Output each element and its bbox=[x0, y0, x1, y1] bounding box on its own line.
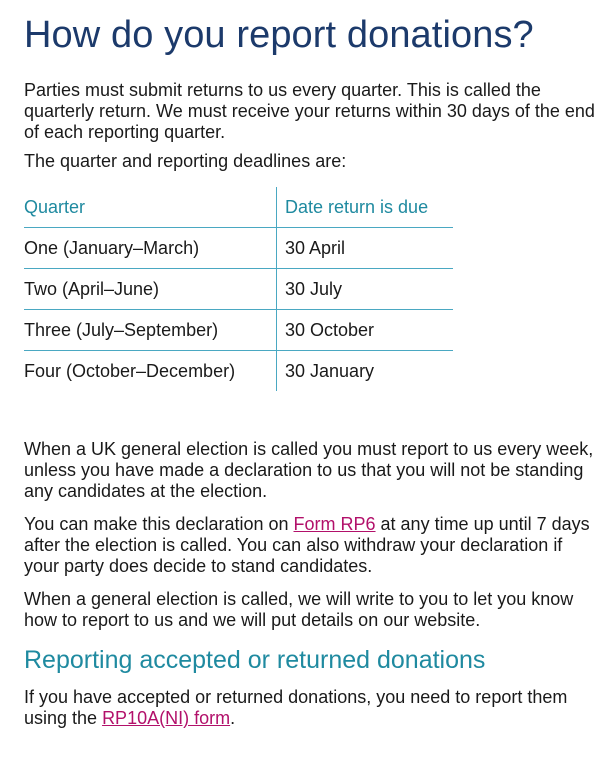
rp10a-form-link[interactable]: RP10A(NI) form bbox=[102, 708, 231, 728]
quarter-cell: Two (April–June) bbox=[24, 269, 277, 310]
table-row bbox=[24, 269, 453, 310]
table-row bbox=[24, 351, 453, 392]
declaration-text-after: at any time up until 7 days after the election is called. You can also withdraw your declaration if your party does decide to stand candidates. bbox=[24, 514, 590, 576]
form-rp6-link[interactable]: Form RP6 bbox=[293, 514, 376, 534]
accepted-text-before: If you have accepted or returned donations, you need to report them using the bbox=[24, 687, 568, 728]
declaration-text-before: You can make this declaration on bbox=[24, 514, 294, 534]
table-header-row bbox=[24, 187, 453, 228]
due-date-cell: 30 July bbox=[277, 269, 454, 310]
quarter-cell: Three (July–September) bbox=[24, 310, 277, 351]
quarter-cell: One (January–March) bbox=[24, 228, 277, 269]
accepted-text-after: . bbox=[230, 708, 236, 728]
column-header-date: Date return is due bbox=[277, 187, 454, 228]
document-page bbox=[24, 0, 596, 729]
column-header-quarter: Quarter bbox=[24, 187, 277, 228]
section-subheading: Reporting accepted or returned donations bbox=[24, 646, 486, 674]
declaration-paragraph bbox=[24, 514, 596, 577]
due-date-cell: 30 October bbox=[277, 310, 454, 351]
accepted-donations-paragraph bbox=[24, 687, 596, 729]
intro-paragraph: Parties must submit returns to us every quarter. This is called the quarterly return. We must receive your returns within 30 days of the end of each reporting quarter. bbox=[24, 80, 595, 142]
page-title: How do you report donations? bbox=[24, 14, 534, 56]
election-paragraph: When a UK general election is called you must report to us every week, unless you have made a declaration to us that you will not be standing any candidates at the election. bbox=[24, 439, 594, 501]
due-date-cell: 30 April bbox=[277, 228, 454, 269]
due-date-cell: 30 January bbox=[277, 351, 454, 392]
general-election-paragraph: When a general election is called, we will write to you to let you know how to report to us and we will put details on our website. bbox=[24, 589, 574, 630]
quarter-cell: Four (October–December) bbox=[24, 351, 277, 392]
table-row bbox=[24, 228, 453, 269]
table-row bbox=[24, 310, 453, 351]
deadlines-table bbox=[24, 187, 453, 391]
deadlines-intro: The quarter and reporting deadlines are: bbox=[24, 151, 347, 171]
